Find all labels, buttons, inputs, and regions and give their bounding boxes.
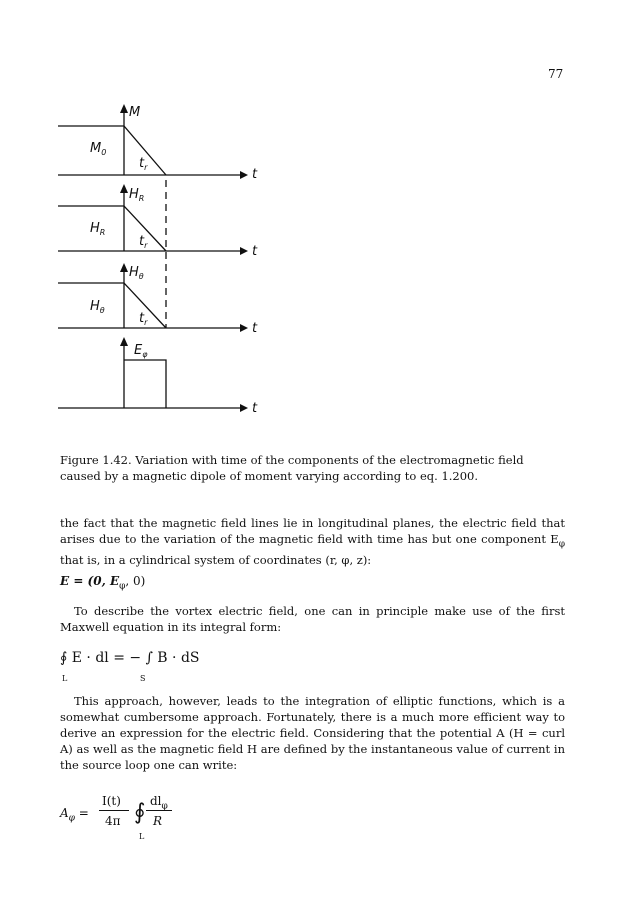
panel1-axis-label: M	[129, 105, 141, 120]
paragraph-1: the fact that the magnetic field lines lie in longitudinal planes, the electric field that arises due to the variation of the magnetic field with time has but one component $E_\varphi$ that is, in a cylindrical system of coordinates (r, φ, z):	[60, 516, 565, 568]
svg-text:HR: $H_R$	[129, 187, 145, 203]
svg-text:t: t	[252, 401, 258, 416]
svg-text:Eφ: $E_\varphi$	[134, 343, 148, 359]
page-number: 77	[548, 67, 564, 81]
svg-text:Hθ: $H_\theta$	[90, 299, 105, 315]
figure-caption: Figure 1.42. Variation with time of the components of the electromagnetic field caused by a magnetic dipole of moment varying according to eq. 1.200.	[60, 453, 524, 483]
panel2-waveform	[58, 206, 166, 251]
field-time-figure	[0, 0, 622, 430]
svg-text:tr: $t_r$	[139, 156, 148, 172]
paragraph-3: This approach, however, leads to the integration of elliptic functions, which is a somewhat cumbersome approach. Fortunately, there is a much more efficient way to derive an expression for the electric field. Considering that the potential A (H = curl A) as well as the magnetic field H are defined by the instantaneous value of current in the source loop one can write:	[60, 694, 565, 772]
paragraph-2: To describe the vortex electric field, one can in principle make use of the first Maxwell equation in its integral form:	[60, 604, 565, 634]
panel1-arrow	[240, 171, 248, 179]
svg-text:M0: $M_0$	[90, 141, 107, 157]
svg-text:t: t	[252, 244, 258, 259]
panel3-waveform	[58, 283, 166, 328]
svg-text:HR: $H_R$	[90, 221, 106, 237]
panel1-waveform	[58, 126, 166, 175]
svg-text:tr: $t_r$	[139, 234, 148, 250]
svg-text:t: t	[252, 321, 258, 336]
equation-e-field: E = (0, $E_\varphi$, 0)	[60, 574, 146, 592]
svg-text:tr: $t_r$	[139, 311, 148, 327]
equation-vector-potential: $A_\varphi$ = I(t) 4π ∮ $dl_\varphi$ R L	[60, 790, 260, 850]
svg-text:Hθ: $H_\theta$	[129, 265, 144, 281]
equation-maxwell: ∮ E · dl = − ∫ B · dS L S	[60, 650, 200, 683]
panel4-pulse	[124, 360, 166, 408]
svg-text:t: t	[252, 167, 258, 182]
